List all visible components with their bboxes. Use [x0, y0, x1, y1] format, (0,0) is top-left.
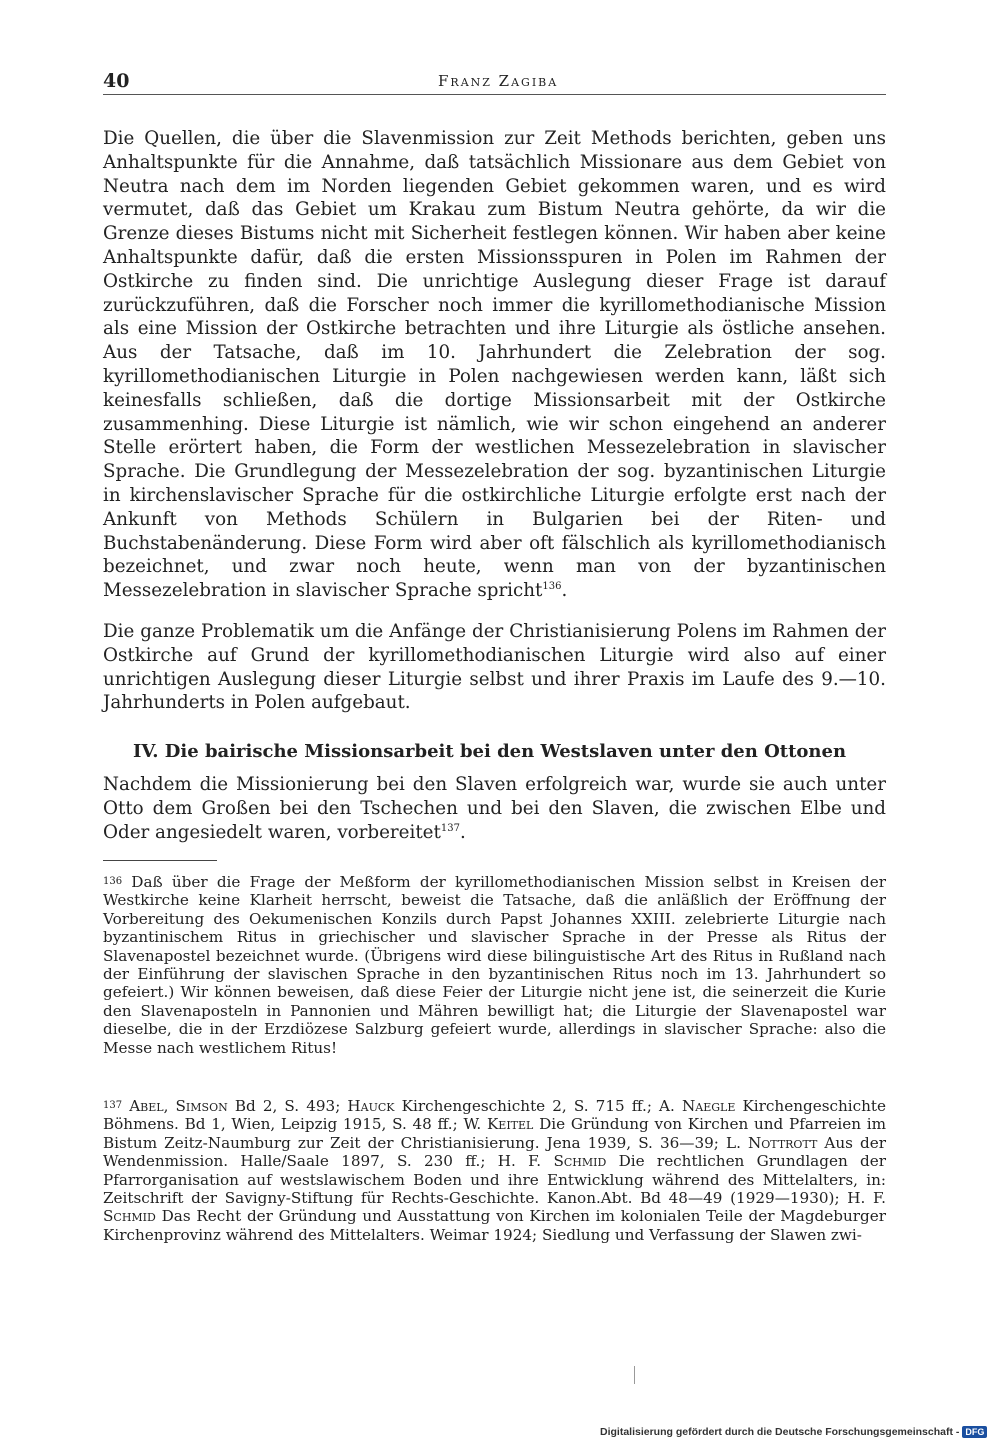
citation-text: Kirchengeschichte 2, S. 715 ff.; A. [394, 1097, 682, 1115]
paragraph-1-text: Die Quellen, die über die Slavenmission zur Zeit Methods berichten, geben uns Anhaltspunkte für die Annahme, daß tatsächlich Missionare aus dem Gebiet von Neutra nach dem im Norden liegenden Gebiet gekommen waren, und es wird vermutet, daß das Gebiet um Krakau zum Bistum Neutra gehörte, da wir die Grenze dieses Bistums nicht mit Sicherheit festlegen können. Wir haben aber keine Anhaltspunkte dafür, daß die ersten Missionsspuren in Polen im Rahmen der Ostkirche zu finden sind. Die unrichtige Auslegung dieser Frage ist darauf zurückzuführen, daß die Forscher noch immer die kyrillomethodianische Mission als eine Mission der Ostkirche betrachten und ihre Liturgie als östliche ansehen. Aus der Tatsache, daß im 10. Jahrhundert die Zelebration der sog. kyrillomethodianischen Liturgie in Polen nachgewiesen werden kann, läßt sich keinesfalls schließen, daß die dortige Missionsarbeit mit der Ostkirche zusammenhing. Diese Liturgie ist nämlich, wie wir schon eingehend an anderer Stelle erörtert haben, die Form der westlichen Messezelebration in slavischer Sprache. Die Grundlegung der Messezelebration der sog. byzantinischen Liturgie in kirchenslavischer Sprache für die ostkirchliche Liturgie erfolgte erst nach der Ankunft von Methods Schülern in Bulgarien bei der Riten- und Buchstabenänderung. Diese Form wird aber oft fälschlich als kyrillomethodianisch bezeichnet, und zwar noch heute, wenn man von der byzantinischen Messezelebration in slavischer Sprache spricht [103, 128, 886, 602]
citation-text: Die Gründung von Kirchen und Pfarreien im Bistum Zeitz-Naumburg zur Zeit der Christianisierung. Jena 1939, S. 36—39; L. [103, 1115, 886, 1152]
section-heading: IV. Die bairische Missionsarbeit bei den Westslaven unter den Ottonen [133, 741, 847, 762]
dfg-logo: DFG [962, 1426, 987, 1438]
citation-text: Bd 2, S. 493; [227, 1097, 348, 1115]
footnote-text: Daß über die Frage der Meßform der kyrillomethodianischen Mission selbst in Kreisen der Westkirche keine Klarheit herrscht, beweist die Tatsache, daß die anläßlich der Eröffnung der Vorbereitung des Oekumenischen Konzils durch Papst Johannes XXIII. zelebrierte Liturgie nach byzantinischem Ritus in griechischer und slavischer Sprache in der Presse als Ritus der Slavenapostel bezeichnet wurde. (Übrigens wird diese bilinguistische Art des Ritus in Rußland nach der Einführung der slavischen Sprache in den byzantinischen Ritus noch im 13. Jahrhundert so gefeiert.) Wir können beweisen, daß diese Feier der Liturgie nicht jene ist, die seinerzeit die Kurie den Slavenaposteln in Pannonien und Mähren bewilligt hat; die Liturgie der Slavenapostel war dieselbe, die in der Erzdiözese Salzburg gefeiert wurde, allerdings in slavischer Sprache: also die Messe nach westlichem Ritus! [103, 873, 886, 1057]
citation-text: Die rechtlichen Grundlagen der Pfarrorganisation auf westslawischem Boden und ihre Entwicklung während des Mittelalters, in: Zeitschrift der Savigny-Stiftung für Rechts-Geschichte. Kanon.Abt. Bd 48—49 (1929—1930); H. F. [103, 1152, 887, 1208]
digitization-credit [600, 1426, 990, 1444]
paragraph-1: Die Quellen, die über die Slavenmission zur Zeit Methods berichten, geben uns Anhaltspunkte für die Annahme, daß tatsächlich Missionare aus dem Gebiet von Neutra nach dem im Norden liegenden Gebiet gekommen waren, und es wird vermutet, daß das Gebiet um Krakau zum Bistum Neutra gehörte, da wir die Grenze dieses Bistums nicht mit Sicherheit festlegen können. Wir haben aber keine Anhaltspunkte dafür, daß die ersten Missionsspuren in Polen im Rahmen der Ostkirche zu finden sind. Die unrichtige Auslegung dieser Frage ist darauf zurückzuführen, daß die Forscher noch immer die kyrillomethodianische Mission als eine Mission der Ostkirche betrachten und ihre Liturgie als östliche ansehen. Aus der Tatsache, daß im 10. Jahrhundert die Zelebration der sog. kyrillomethodianischen Liturgie in Polen nachgewiesen werden kann, läßt sich keinesfalls schließen, daß die dortige Missionsarbeit mit der Ostkirche zusammenhing. Diese Liturgie ist nämlich, wie wir schon eingehend an anderer Stelle erörtert haben, die Form der westlichen Messezelebration in slavischer Sprache. Die Grundlegung der Messezelebration der sog. byzantinischen Liturgie in kirchenslavischer Sprache für die ostkirchliche Liturgie erfolgte erst nach der Ankunft von Methods Schülern in Bulgarien bei der Riten- und Buchstabenänderung. Diese Form wird aber oft fälschlich als kyrillomethodianisch bezeichnet, und zwar noch heute, wenn man von der byzantinischen Messezelebration in slavischer Sprache spricht$^{136}$. [103, 128, 886, 602]
author-name: Keitel [486, 1115, 534, 1134]
footnote-ref-137[interactable]: 137 [440, 822, 460, 834]
author-name: Nottrott [747, 1133, 818, 1152]
page-header [103, 70, 886, 95]
footnote-136 [103, 873, 886, 1057]
citation-text: Kirchengeschichte Böhmens. Bd 1, Wien, Leipzig 1915, S. 48 ff.; W. [103, 1097, 887, 1134]
running-head: Franz Zagiba [438, 72, 559, 90]
paragraph-3-text: Nachdem die Missionierung bei den Slaven erfolgreich war, wurde sie auch unter Otto dem Großen bei den Tschechen und bei den Slaven, die zwischen Elbe und Oder angesiedelt waren, vorbereitet [103, 774, 886, 843]
author-name: Naegle [681, 1097, 736, 1115]
scan-artifact [634, 1366, 635, 1384]
paragraph-3: Nachdem die Missionierung bei den Slaven erfolgreich war, wurde sie auch unter Otto dem Großen bei den Tschechen und bei den Slaven, die zwischen Elbe und Oder angesiedelt waren, vorbereitet$^{137}$. [103, 774, 886, 843]
page-number: 40 [103, 70, 130, 92]
credit-text: Digitalisierung gefördert durch die Deutsche Forschungsgemeinschaft - [600, 1426, 960, 1438]
footnote-number: 136 [103, 876, 123, 887]
footnote-divider [103, 860, 217, 861]
footnote-ref-136[interactable]: 136 [542, 581, 562, 593]
footnote-137 [103, 1097, 886, 1244]
citation-text: Aus der Wendenmission. Halle/Saale 1897, S. 230 ff.; H. F. [103, 1133, 886, 1171]
author-name: Schmid [553, 1152, 607, 1171]
footnote-number: 137 [103, 1100, 123, 1111]
author-name: Hauck [347, 1097, 395, 1115]
author-name: Abel, Simson [129, 1097, 228, 1115]
author-name: Schmid [103, 1207, 156, 1226]
paragraph-2: Die ganze Problematik um die Anfänge der Christianisierung Polens im Rahmen der Ostkirche auf Grund der kyrillomethodianischen Liturgie wird also auf einer unrichtigen Auslegung dieser Liturgie selbst und ihrer Praxis im Laufe des 9.—10. Jahrhunderts in Polen aufgebaut. [103, 621, 886, 714]
citation-text: Das Recht der Gründung und Ausstattung von Kirchen im kolonialen Teile der Magdeburger Kirchenprovinz während des Mittelalters. Weimar 1924; Siedlung und Verfassung der Slawen zwi- [103, 1207, 886, 1244]
